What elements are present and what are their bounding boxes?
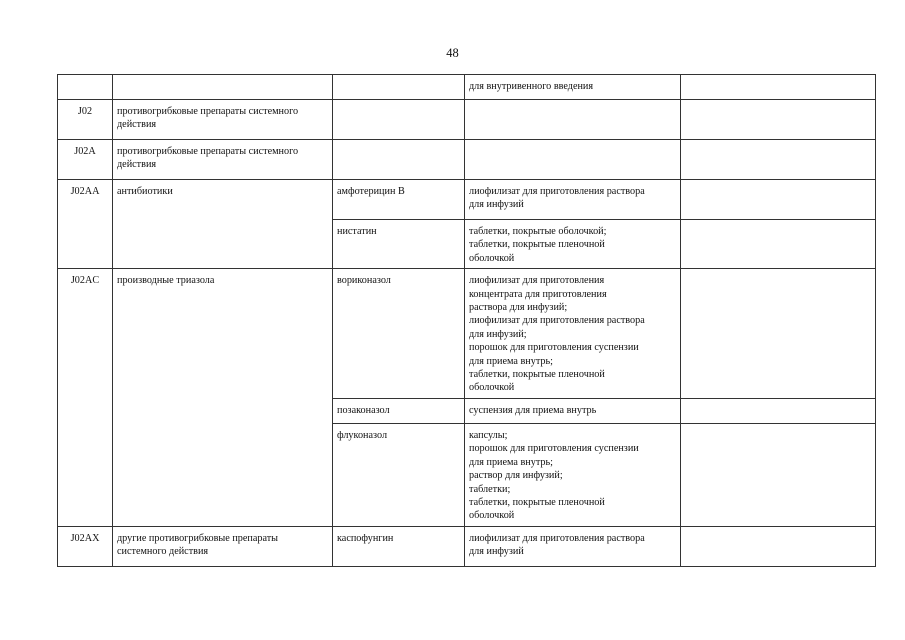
drug-name-cell: каспофунгин — [333, 526, 465, 566]
drug-table — [57, 74, 876, 567]
dosage-form-cell: для внутривенного введения — [465, 75, 681, 100]
atc-code-cell: J02AA — [58, 180, 113, 269]
dosage-form-cell: лиофилизат для приготовления концентрата для приготовления раствора для инфузий; лиофилизат для приготовления раствора для инфузий; порошок для приготовления суспензии для приема внутрь; таблетки, покрытые пленочной оболочкой — [465, 269, 681, 399]
atc-code-cell: J02A — [58, 140, 113, 180]
drug-name-cell — [333, 75, 465, 100]
dosage-form-cell — [465, 140, 681, 180]
empty-cell — [681, 180, 876, 220]
dosage-form-cell: лиофилизат для приготовления раствора для инфузий — [465, 526, 681, 566]
empty-cell — [681, 140, 876, 180]
table-row — [58, 75, 876, 100]
atc-code-cell — [58, 75, 113, 100]
empty-cell — [681, 220, 876, 269]
empty-cell — [681, 398, 876, 423]
dosage-form-cell: суспензия для приема внутрь — [465, 398, 681, 423]
drug-name-cell: нистатин — [333, 220, 465, 269]
group-name-cell: противогрибковые препараты системного действия — [113, 100, 333, 140]
drug-name-cell — [333, 140, 465, 180]
drug-name-cell: позаконазол — [333, 398, 465, 423]
page-number: 48 — [446, 46, 459, 60]
dosage-form-cell: таблетки, покрытые оболочкой; таблетки, покрытые пленочной оболочкой — [465, 220, 681, 269]
group-name-cell: противогрибковые препараты системного действия — [113, 140, 333, 180]
empty-cell — [681, 526, 876, 566]
group-name-cell — [113, 75, 333, 100]
drug-name-cell — [333, 100, 465, 140]
atc-code-cell: J02 — [58, 100, 113, 140]
dosage-form-cell: лиофилизат для приготовления раствора для инфузий — [465, 180, 681, 220]
empty-cell — [681, 269, 876, 399]
table-row — [58, 180, 876, 220]
drug-name-cell: амфотерицин В — [333, 180, 465, 220]
empty-cell — [681, 75, 876, 100]
dosage-form-cell: капсулы; порошок для приготовления суспензии для приема внутрь; раствор для инфузий; таблетки; таблетки, покрытые пленочной оболочкой — [465, 423, 681, 526]
table-row — [58, 269, 876, 399]
drug-name-cell: флуконазол — [333, 423, 465, 526]
group-name-cell: производные триазола — [113, 269, 333, 527]
drug-name-cell: вориконазол — [333, 269, 465, 399]
atc-code-cell: J02AC — [58, 269, 113, 527]
empty-cell — [681, 100, 876, 140]
table-row — [58, 526, 876, 566]
group-name-cell: другие противогрибковые препараты системного действия — [113, 526, 333, 566]
atc-code-cell: J02AX — [58, 526, 113, 566]
empty-cell — [681, 423, 876, 526]
table-row — [58, 100, 876, 140]
table-row — [58, 140, 876, 180]
group-name-cell: антибиотики — [113, 180, 333, 269]
dosage-form-cell — [465, 100, 681, 140]
